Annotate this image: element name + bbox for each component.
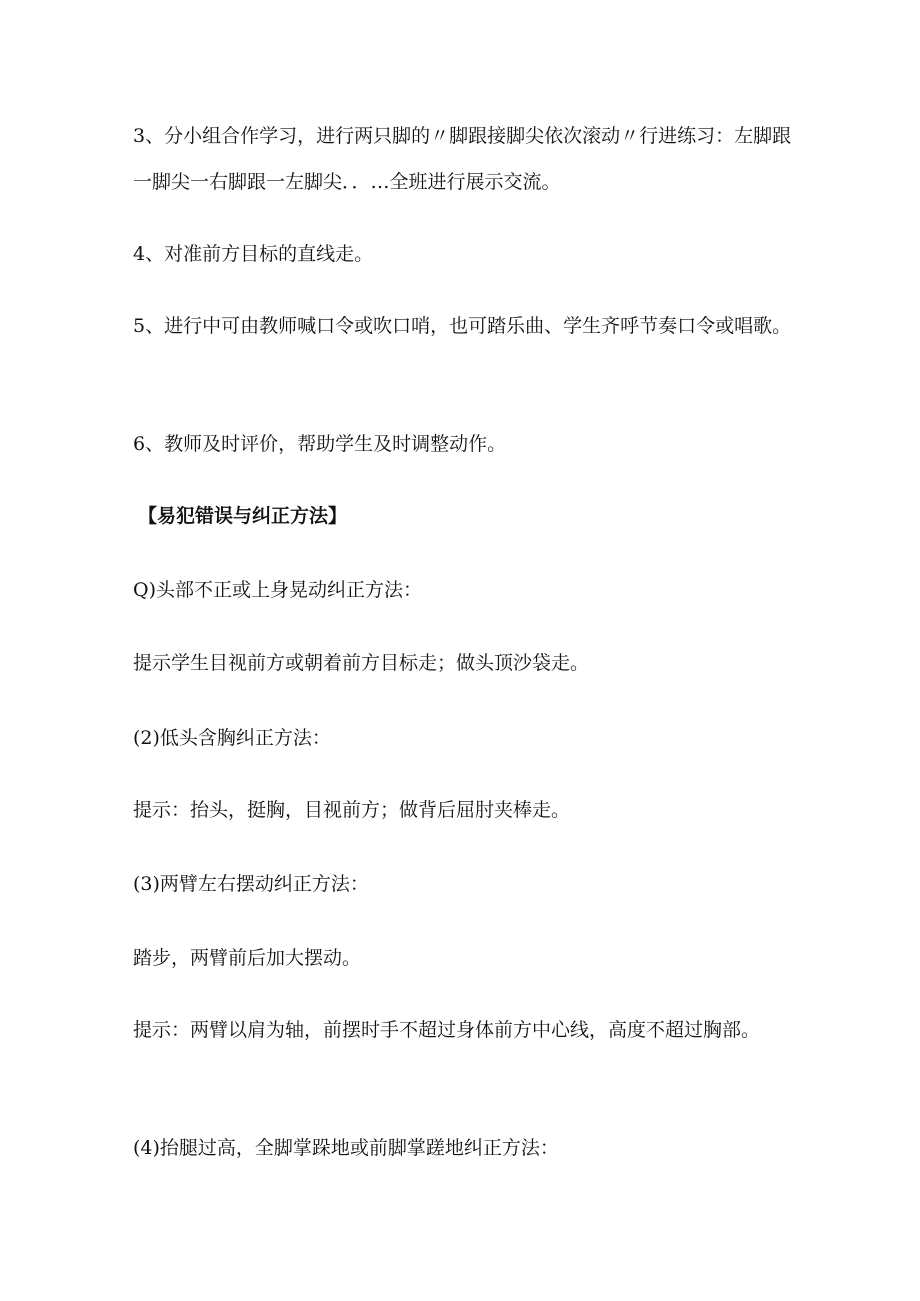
paragraph-step-4: 4、对准前方目标的直线走。 <box>133 243 374 265</box>
error-item-1-title: Q)头部不正或上身晃动纠正方法： <box>133 579 422 601</box>
section-heading: 【易犯错误与纠正方法】 <box>138 505 348 527</box>
paragraph-step-3: 3、分小组合作学习，进行两只脚的〃脚跟接脚尖依次滚动〃行进练习：左脚跟一脚尖一右脚跟一左脚尖．．…全班进行展示交流。 <box>133 125 792 193</box>
paragraph-step-5: 5、进行中可由教师喊口令或吹口哨，也可踏乐曲、学生齐呼节奏口令或唱歌。 <box>133 315 792 337</box>
error-item-3-tip: 提示：两臂以肩为轴，前摆时手不超过身体前方中心线，高度不超过胸部。 <box>133 1019 761 1041</box>
error-item-2-correction: 提示：抬头，挺胸，目视前方；做背后屈肘夹棒走。 <box>133 799 571 821</box>
error-item-3-correction: 踏步，两臂前后加大摆动。 <box>133 947 362 969</box>
paragraph-step-6: 6、教师及时评价，帮助学生及时调整动作。 <box>133 433 507 455</box>
error-item-3-title: (3)两臂左右摆动纠正方法： <box>133 873 369 895</box>
error-item-2-title: (2)低头含胸纠正方法： <box>133 727 331 749</box>
error-item-1-correction: 提示学生目视前方或朝着前方目标走；做头顶沙袋走。 <box>133 652 590 674</box>
error-item-4-title: (4)抬腿过高，全脚掌跺地或前脚掌蹉地纠正方法： <box>133 1137 559 1159</box>
